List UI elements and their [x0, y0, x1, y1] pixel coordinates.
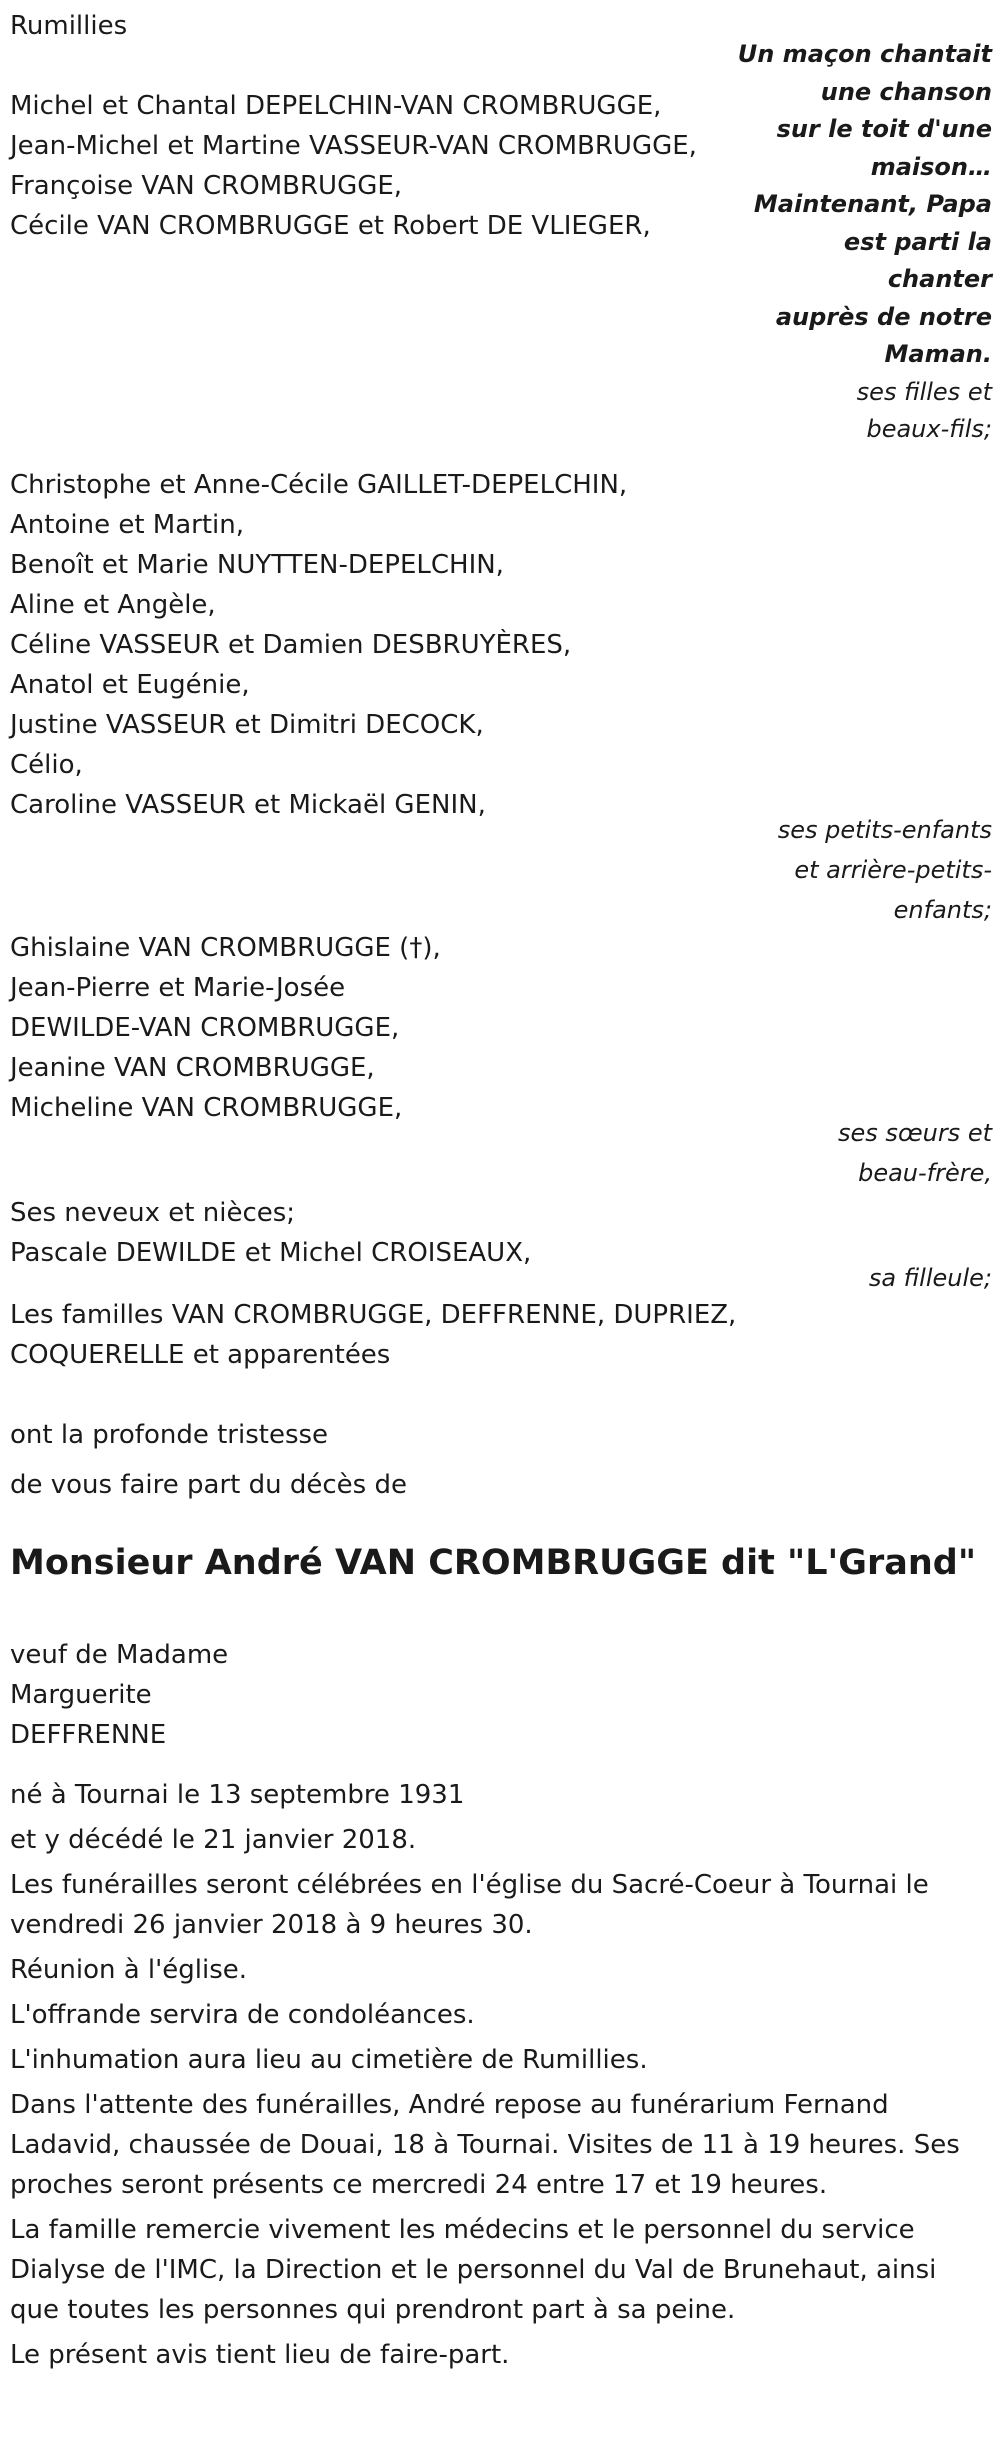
families-list [10, 1295, 736, 1375]
quote-line: est parti la [843, 227, 992, 256]
family-member: Jean-Michel et Martine VASSEUR-VAN CROMBRUGGE, [10, 131, 697, 161]
funeral-info: Les funérailles seront célébrées en l'église du Sacré-Coeur à Tournai le vendredi 26 janvier 2018 à 9 heures 30. [10, 1870, 929, 1940]
family-member: DEWILDE-VAN CROMBRUGGE, [10, 1013, 400, 1043]
role-line: enfants; [893, 896, 992, 924]
family-member: Pascale DEWILDE et Michel CROISEAUX, [10, 1238, 532, 1268]
family-member: Caroline VASSEUR et Mickaël GENIN, [10, 790, 486, 820]
quote-line: maison… [870, 152, 992, 181]
family-member: Cécile VAN CROMBRUGGE et Robert DE VLIEGER, [10, 211, 651, 241]
thanks-info: La famille remercie vivement les médecins et le personnel du service Dialyse de l'IMC, la Direction et le personnel du Val de Brunehaut, ainsi que toutes les personnes qui prendront part à sa peine. [10, 2215, 937, 2325]
spouse-line: veuf de Madame [10, 1640, 229, 1670]
family-member: Michel et Chantal DEPELCHIN-VAN CROMBRUGGE, [10, 91, 662, 121]
children-list [10, 86, 697, 246]
tribute-quote [692, 36, 992, 449]
announcement [10, 1415, 407, 1505]
death-info: et y décédé le 21 janvier 2018. [10, 1825, 417, 1855]
quote-line: sur le toit d'une [776, 115, 992, 143]
family-member: Ghislaine VAN CROMBRUGGE (†), [10, 933, 441, 963]
family-member: COQUERELLE et apparentées [10, 1340, 391, 1370]
goddaughter-role: sa filleule; [868, 1264, 992, 1292]
siblings-list [10, 928, 441, 1128]
family-member: Ses neveux et nièces; [10, 1198, 296, 1228]
quote-line: Maintenant, Papa [753, 190, 992, 218]
nephews-list [10, 1193, 531, 1273]
burial-info: L'inhumation aura lieu au cimetière de Rumillies. [10, 2045, 648, 2075]
role-line: ses sœurs et [838, 1119, 992, 1147]
family-member: Micheline VAN CROMBRUGGE, [10, 1093, 403, 1123]
family-member: Françoise VAN CROMBRUGGE, [10, 171, 403, 201]
family-member: Céline VASSEUR et Damien DESBRUYÈRES, [10, 630, 572, 660]
quote-signature: ses filles et [856, 377, 992, 406]
family-member: Célio, [10, 750, 83, 780]
grandchildren-list [10, 465, 627, 825]
family-member: Justine VASSEUR et Dimitri DECOCK, [10, 710, 484, 740]
spouse-info [10, 1635, 228, 1755]
birth-info: né à Tournai le 13 septembre 1931 [10, 1780, 465, 1810]
quote-line: une chanson [820, 77, 992, 106]
family-member: Anatol et Eugénie, [10, 670, 250, 700]
family-member: Aline et Angèle, [10, 590, 216, 620]
role-line: et arrière-petits- [794, 856, 992, 884]
quote-line: Maman. [884, 340, 992, 368]
closing-note: Le présent avis tient lieu de faire-part. [10, 2340, 510, 2370]
role-line: beau-frère, [858, 1159, 992, 1187]
viewing-info: Dans l'attente des funérailles, André repose au funérarium Fernand Ladavid, chaussée de Douai, 18 à Tournai. Visites de 11 à 19 heures. Ses proches seront présents ce mercredi 24 entre 17 et 19 heures. [10, 2090, 960, 2200]
spouse-line: DEFFRENNE [10, 1720, 167, 1750]
quote-line: auprès de notre [775, 302, 992, 331]
quote-line: Un maçon chantait [737, 40, 992, 68]
family-member: Christophe et Anne-Cécile GAILLET-DEPELCHIN, [10, 470, 628, 500]
quote-line: chanter [887, 265, 992, 293]
family-member: Benoît et Marie NUYTTEN-DEPELCHIN, [10, 550, 504, 580]
family-member: Les familles VAN CROMBRUGGE, DEFFRENNE, DUPRIEZ, [10, 1300, 737, 1330]
family-member: Jean-Pierre et Marie-Josée [10, 973, 346, 1003]
announcement-line: ont la profonde tristesse [10, 1420, 329, 1450]
meeting-info: Réunion à l'église. [10, 1955, 248, 1985]
spouse-line: Marguerite [10, 1680, 152, 1710]
family-member: Antoine et Martin, [10, 510, 244, 540]
deceased-name: Monsieur André VAN CROMBRUGGE dit "L'Grand" [10, 1543, 977, 1583]
announcement-line: de vous faire part du décès de [10, 1470, 407, 1500]
role-line: ses petits-enfants [777, 816, 992, 844]
offering-info: L'offrande servira de condoléances. [10, 2000, 475, 2030]
locality: Rumillies [10, 11, 128, 41]
siblings-role [838, 1113, 992, 1193]
grandchildren-role [778, 810, 992, 930]
family-member: Jeanine VAN CROMBRUGGE, [10, 1053, 375, 1083]
quote-signature: beaux-fils; [866, 415, 992, 443]
